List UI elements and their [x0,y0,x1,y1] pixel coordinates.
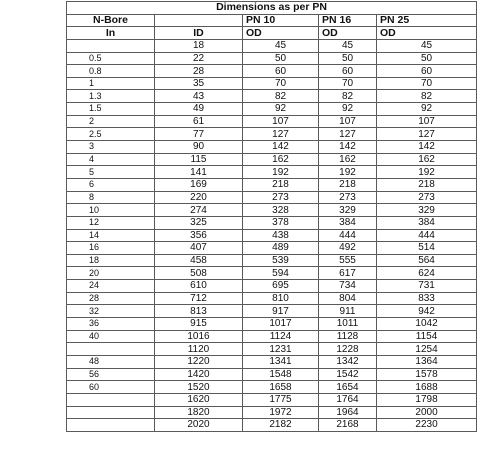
pn25-od-cell: 1364 [377,355,477,368]
nbore-cell: 4 [67,153,155,166]
nbore-cell: 5 [67,166,155,179]
id-cell: 1420 [155,368,243,381]
id-cell: 813 [155,305,243,318]
pn16-od-cell: 92 [319,103,377,116]
pn25-od-cell: 329 [377,204,477,217]
pn10-od-cell: 192 [243,166,319,179]
pn16-od-cell: 2168 [319,419,377,432]
pn10-od-cell: 594 [243,267,319,280]
id-cell: 90 [155,141,243,154]
pn16-od-cell: 1964 [319,406,377,419]
table-row [67,330,477,343]
table-row [67,216,477,229]
pn16-od-cell: 70 [319,77,377,90]
nbore-cell: 36 [67,318,155,331]
id-cell: 274 [155,204,243,217]
pn16-od-cell: 273 [319,191,377,204]
id-cell: 610 [155,280,243,293]
id-cell: 1120 [155,343,243,356]
id-cell: 1016 [155,330,243,343]
pn25-od-cell: 273 [377,191,477,204]
table-row [67,419,477,432]
table-row [67,229,477,242]
id-header-blank [155,14,243,27]
pn16-od-cell: 444 [319,229,377,242]
pn10-od-cell: 1972 [243,406,319,419]
pn25-od-cell: 1154 [377,330,477,343]
pn16-od-cell: 82 [319,90,377,103]
pn25-od-cell: 82 [377,90,477,103]
nbore-cell: 24 [67,280,155,293]
pn16-od-cell: 804 [319,292,377,305]
pn25-od-cell: 2230 [377,419,477,432]
nbore-cell: 2.5 [67,128,155,141]
pn16-od-cell: 1128 [319,330,377,343]
pn16-od-cell: 911 [319,305,377,318]
pn10-od-cell: 810 [243,292,319,305]
pn10-od-cell: 92 [243,103,319,116]
pn16-od-cell: 50 [319,52,377,65]
table-row [67,191,477,204]
table-row [67,305,477,318]
nbore-cell: 12 [67,216,155,229]
pn10-od-cell: 50 [243,52,319,65]
id-cell: 356 [155,229,243,242]
pn25-od-cell: 50 [377,52,477,65]
table-row [67,115,477,128]
pn16-od-header: OD [319,27,377,40]
nbore-cell: 1 [67,77,155,90]
pn16-od-cell: 734 [319,280,377,293]
nbore-cell: 60 [67,381,155,394]
nbore-cell: 2 [67,115,155,128]
pn10-od-cell: 142 [243,141,319,154]
id-cell: 220 [155,191,243,204]
pn10-od-header: OD [243,27,319,40]
pn16-od-cell: 192 [319,166,377,179]
pn10-od-cell: 1548 [243,368,319,381]
pn10-od-cell: 328 [243,204,319,217]
table-row [67,292,477,305]
id-cell: 115 [155,153,243,166]
pn16-od-cell: 1654 [319,381,377,394]
nbore-cell [67,343,155,356]
pn25-od-cell: 2000 [377,406,477,419]
pn16-od-cell: 218 [319,178,377,191]
pn25-od-cell: 1042 [377,318,477,331]
pn10-od-cell: 218 [243,178,319,191]
table-row [67,141,477,154]
table-row [67,393,477,406]
pn10-od-cell: 1231 [243,343,319,356]
pn10-od-cell: 162 [243,153,319,166]
id-cell: 407 [155,242,243,255]
pn25-od-cell: 514 [377,242,477,255]
nbore-cell: 8 [67,191,155,204]
pn16-header: PN 16 [319,14,377,27]
id-cell: 1220 [155,355,243,368]
pn25-od-cell: 942 [377,305,477,318]
nbore-cell: 18 [67,254,155,267]
pn10-od-cell: 695 [243,280,319,293]
pn25-od-cell: 1688 [377,381,477,394]
pn10-od-cell: 1124 [243,330,319,343]
nbore-cell [67,39,155,52]
id-cell: 141 [155,166,243,179]
pn10-od-cell: 82 [243,90,319,103]
pn10-od-cell: 107 [243,115,319,128]
nbore-cell: 14 [67,229,155,242]
nbore-unit-header: In [67,27,155,40]
id-cell: 22 [155,52,243,65]
pn10-od-cell: 1775 [243,393,319,406]
pn10-od-cell: 1341 [243,355,319,368]
pn10-od-cell: 378 [243,216,319,229]
pn10-od-cell: 45 [243,39,319,52]
nbore-cell [67,406,155,419]
id-cell: 1620 [155,393,243,406]
pn16-od-cell: 162 [319,153,377,166]
pn25-od-cell: 833 [377,292,477,305]
table-row [67,368,477,381]
nbore-cell: 0.5 [67,52,155,65]
table-row [67,242,477,255]
table-row [67,77,477,90]
table-row [67,153,477,166]
table-row [67,65,477,78]
id-cell: 18 [155,39,243,52]
id-cell: 35 [155,77,243,90]
nbore-cell: 20 [67,267,155,280]
pn16-od-cell: 617 [319,267,377,280]
table-row [67,318,477,331]
id-header: ID [155,27,243,40]
table-row [67,381,477,394]
pn25-od-cell: 70 [377,77,477,90]
nbore-cell: 28 [67,292,155,305]
nbore-cell: 1.5 [67,103,155,116]
pn25-od-cell: 127 [377,128,477,141]
table-row [67,280,477,293]
pn10-od-cell: 489 [243,242,319,255]
id-cell: 169 [155,178,243,191]
table-row [67,355,477,368]
dimensions-sheet [66,1,476,432]
pn16-od-cell: 555 [319,254,377,267]
id-cell: 325 [155,216,243,229]
nbore-cell: 3 [67,141,155,154]
pn10-od-cell: 438 [243,229,319,242]
pn25-od-cell: 731 [377,280,477,293]
table-row [67,267,477,280]
nbore-cell: 0.8 [67,65,155,78]
table-row [67,39,477,52]
pn16-od-cell: 60 [319,65,377,78]
pn10-od-cell: 273 [243,191,319,204]
table-title: Dimensions as per PN [67,2,477,15]
title-row [67,2,477,15]
table-row [67,178,477,191]
header-row-1 [67,14,477,27]
pn10-od-cell: 1017 [243,318,319,331]
pn16-od-cell: 107 [319,115,377,128]
id-cell: 28 [155,65,243,78]
pn25-od-cell: 1798 [377,393,477,406]
nbore-cell: 40 [67,330,155,343]
pn16-od-cell: 492 [319,242,377,255]
table-row [67,90,477,103]
pn25-header: PN 25 [377,14,477,27]
pn25-od-cell: 92 [377,103,477,116]
id-cell: 508 [155,267,243,280]
table-row [67,128,477,141]
nbore-cell: 1.3 [67,90,155,103]
id-cell: 915 [155,318,243,331]
dimensions-table [66,1,477,432]
pn10-od-cell: 2182 [243,419,319,432]
pn16-od-cell: 127 [319,128,377,141]
id-cell: 458 [155,254,243,267]
table-row [67,343,477,356]
pn10-od-cell: 1658 [243,381,319,394]
pn16-od-cell: 1011 [319,318,377,331]
nbore-cell: 10 [67,204,155,217]
id-cell: 1520 [155,381,243,394]
pn10-od-cell: 127 [243,128,319,141]
pn25-od-cell: 444 [377,229,477,242]
pn25-od-cell: 1254 [377,343,477,356]
pn16-od-cell: 1342 [319,355,377,368]
pn25-od-cell: 142 [377,141,477,154]
id-cell: 77 [155,128,243,141]
nbore-cell [67,419,155,432]
pn16-od-cell: 1542 [319,368,377,381]
table-row [67,52,477,65]
pn10-od-cell: 539 [243,254,319,267]
pn10-header: PN 10 [243,14,319,27]
nbore-cell: 48 [67,355,155,368]
table-row [67,406,477,419]
pn25-od-cell: 624 [377,267,477,280]
pn10-od-cell: 70 [243,77,319,90]
pn16-od-cell: 1764 [319,393,377,406]
nbore-cell: 32 [67,305,155,318]
pn25-od-header: OD [377,27,477,40]
nbore-header: N-Bore [67,14,155,27]
pn25-od-cell: 60 [377,65,477,78]
pn25-od-cell: 107 [377,115,477,128]
pn16-od-cell: 384 [319,216,377,229]
id-cell: 61 [155,115,243,128]
nbore-cell: 56 [67,368,155,381]
pn10-od-cell: 60 [243,65,319,78]
pn16-od-cell: 45 [319,39,377,52]
table-row [67,166,477,179]
pn16-od-cell: 329 [319,204,377,217]
table-row [67,103,477,116]
id-cell: 1820 [155,406,243,419]
id-cell: 712 [155,292,243,305]
id-cell: 43 [155,90,243,103]
nbore-cell: 16 [67,242,155,255]
header-row-2 [67,27,477,40]
nbore-cell [67,393,155,406]
pn25-od-cell: 1578 [377,368,477,381]
pn10-od-cell: 917 [243,305,319,318]
pn25-od-cell: 218 [377,178,477,191]
id-cell: 2020 [155,419,243,432]
table-row [67,204,477,217]
pn25-od-cell: 45 [377,39,477,52]
pn25-od-cell: 192 [377,166,477,179]
pn16-od-cell: 1228 [319,343,377,356]
pn25-od-cell: 162 [377,153,477,166]
pn25-od-cell: 384 [377,216,477,229]
id-cell: 49 [155,103,243,116]
nbore-cell: 6 [67,178,155,191]
pn25-od-cell: 564 [377,254,477,267]
pn16-od-cell: 142 [319,141,377,154]
table-row [67,254,477,267]
